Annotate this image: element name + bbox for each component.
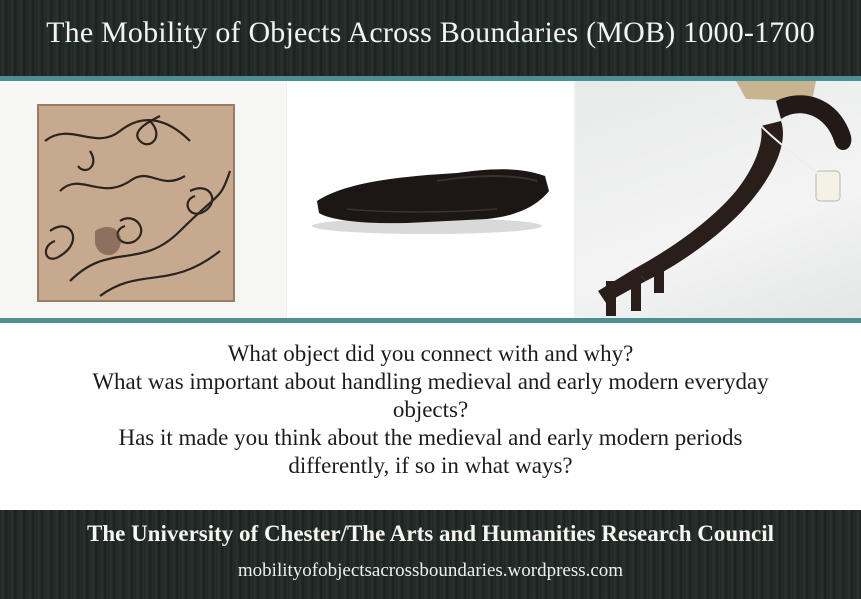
decorated-tile-image xyxy=(0,81,286,320)
question-line: Has it made you think about the medieval and early modern periods xyxy=(118,425,743,450)
question-line: differently, if so in what ways? xyxy=(288,453,573,478)
object-photos xyxy=(0,81,861,320)
page-title: The Mobility of Objects Across Boundaries (MOB) 1000-1700 xyxy=(46,16,815,49)
leather-shoe-image xyxy=(287,81,574,320)
iron-key-image xyxy=(576,81,861,320)
question-line: What was important about handling medieval and early modern everyday xyxy=(92,369,769,394)
website-url: mobilityofobjectsacrossboundaries.wordpress.com xyxy=(237,560,624,581)
reflection-questions xyxy=(0,340,861,480)
question-line: objects? xyxy=(392,397,469,422)
shoe-photo xyxy=(287,81,574,320)
question-line: What object did you connect with and why? xyxy=(227,341,634,366)
teal-rule-middle xyxy=(0,318,861,323)
footer-band xyxy=(0,510,861,599)
key-photo xyxy=(576,81,861,320)
header-band xyxy=(0,0,861,80)
tile-photo xyxy=(0,81,286,320)
institutions-credit: The University of Chester/The Arts and Humanities Research Council xyxy=(86,521,774,546)
